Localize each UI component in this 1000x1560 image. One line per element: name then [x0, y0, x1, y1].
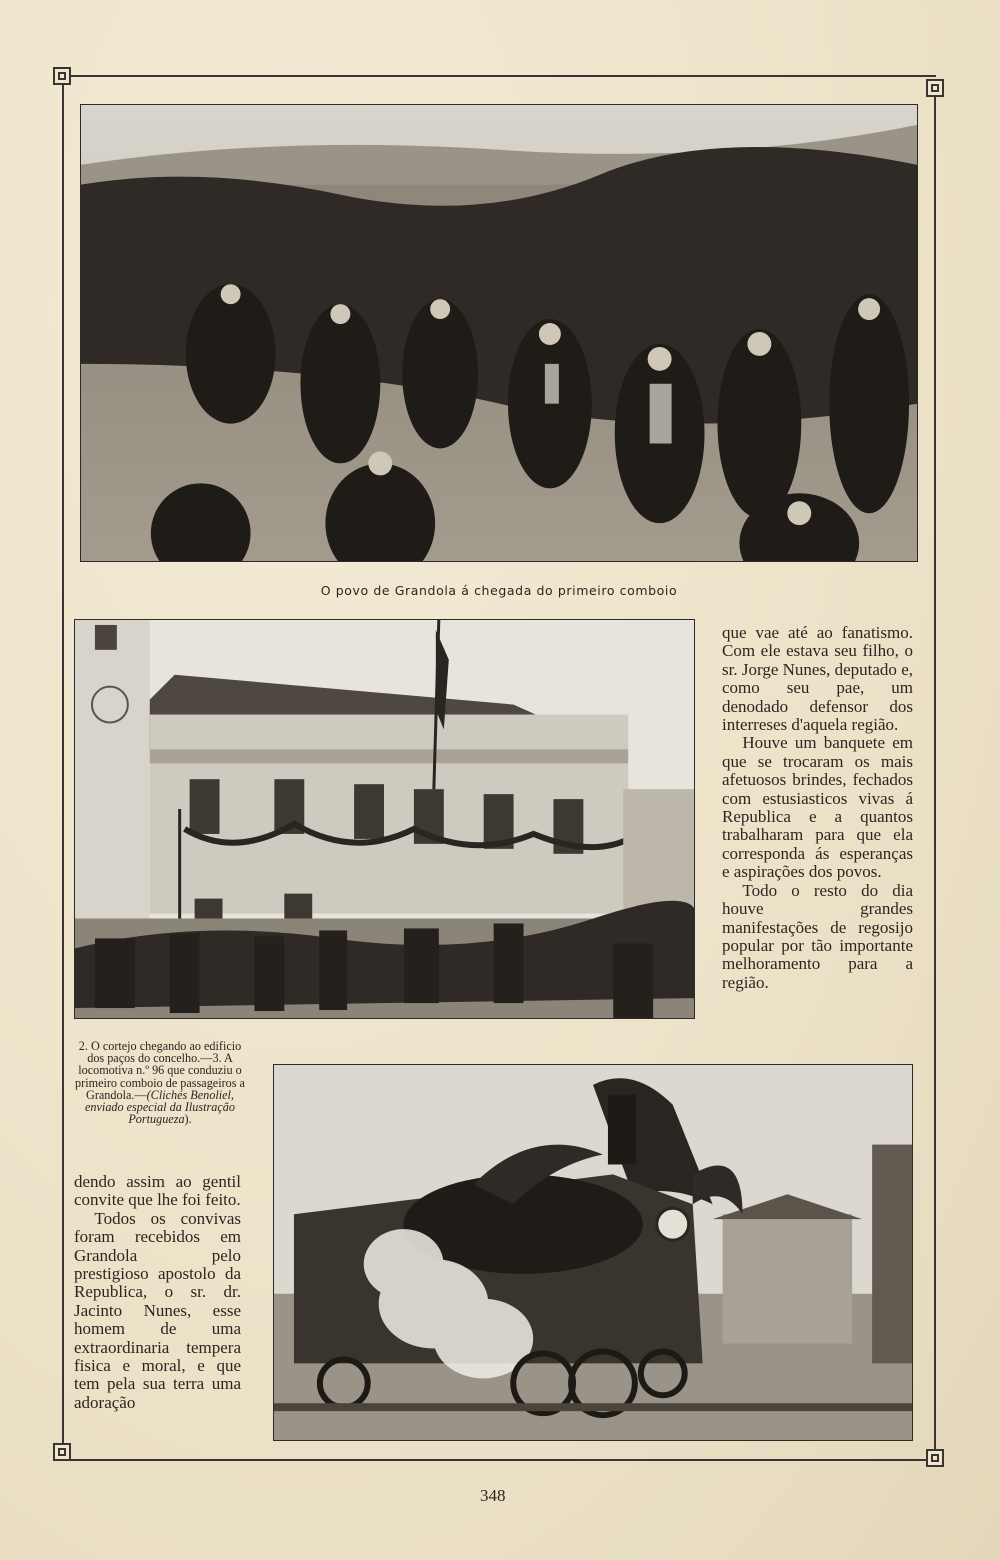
frame-corner-bottom-left — [53, 1443, 71, 1461]
frame-right-line — [934, 84, 936, 1452]
locomotive-illustration — [274, 1065, 912, 1440]
paragraph: que vae até ao fanatismo. Com ele estava seu filho, o sr. Jorge Nunes, deputado e, como seu pae, um denodado defensor dos interreses d'aquela região. — [722, 623, 913, 735]
page-number: 348 — [480, 1486, 506, 1505]
photo-crowd — [80, 104, 918, 562]
frame-left-line — [62, 84, 64, 1452]
frame-corner-top-right — [926, 79, 944, 97]
photo-town-hall — [74, 619, 695, 1019]
frame-corner-bottom-right — [926, 1449, 944, 1467]
text-column-left — [74, 1173, 241, 1412]
caption-credit: (Clichés Benoliel, enviado especial da — [85, 1087, 234, 1115]
paragraph: Todo o resto do dia houve grandes manifestações de regosijo popular por tão importante melhoramento para a região. — [722, 880, 913, 992]
frame-bottom-line — [62, 1459, 936, 1461]
paragraph: dendo assim ao gentil convite que lhe foi feito. — [74, 1172, 241, 1210]
paragraph: Todos os convivas foram recebidos em Grandola pelo prestigioso apostolo da Republica, o sr. dr. Jacinto Nunes, esse homem de uma extraordinaria tempera fisica e moral, e que tem pela sua terra uma adoração — [74, 1208, 241, 1412]
caption-text: 2. O cortejo chegando ao edificio dos paços do concelho.—3. A locomotiva n.º 96 que conduziu o primeiro comboio de passageiros a Grandola.— — [75, 1039, 245, 1102]
frame-top-line — [62, 75, 936, 77]
paragraph: Houve um banquete em que se trocaram os mais afetuosos brindes, fechados com estusiasticos vivas á Republica e a quantos trabalharam para que ela corresponda ás esperanças e aspirações dos povos. — [722, 733, 913, 882]
photo-locomotive — [273, 1064, 913, 1441]
caption-magazine-name: Ilustração Portugueza — [128, 1100, 235, 1127]
text-column-right — [722, 624, 913, 992]
town-hall-illustration — [75, 620, 694, 1018]
frame-corner-top-left — [53, 67, 71, 85]
crowd-illustration — [81, 105, 917, 561]
caption-crowd: O povo de Grandola á chegada do primeiro comboio — [320, 583, 678, 598]
caption-end: ). — [184, 1112, 192, 1127]
caption-photos-2-3 — [74, 1040, 246, 1125]
